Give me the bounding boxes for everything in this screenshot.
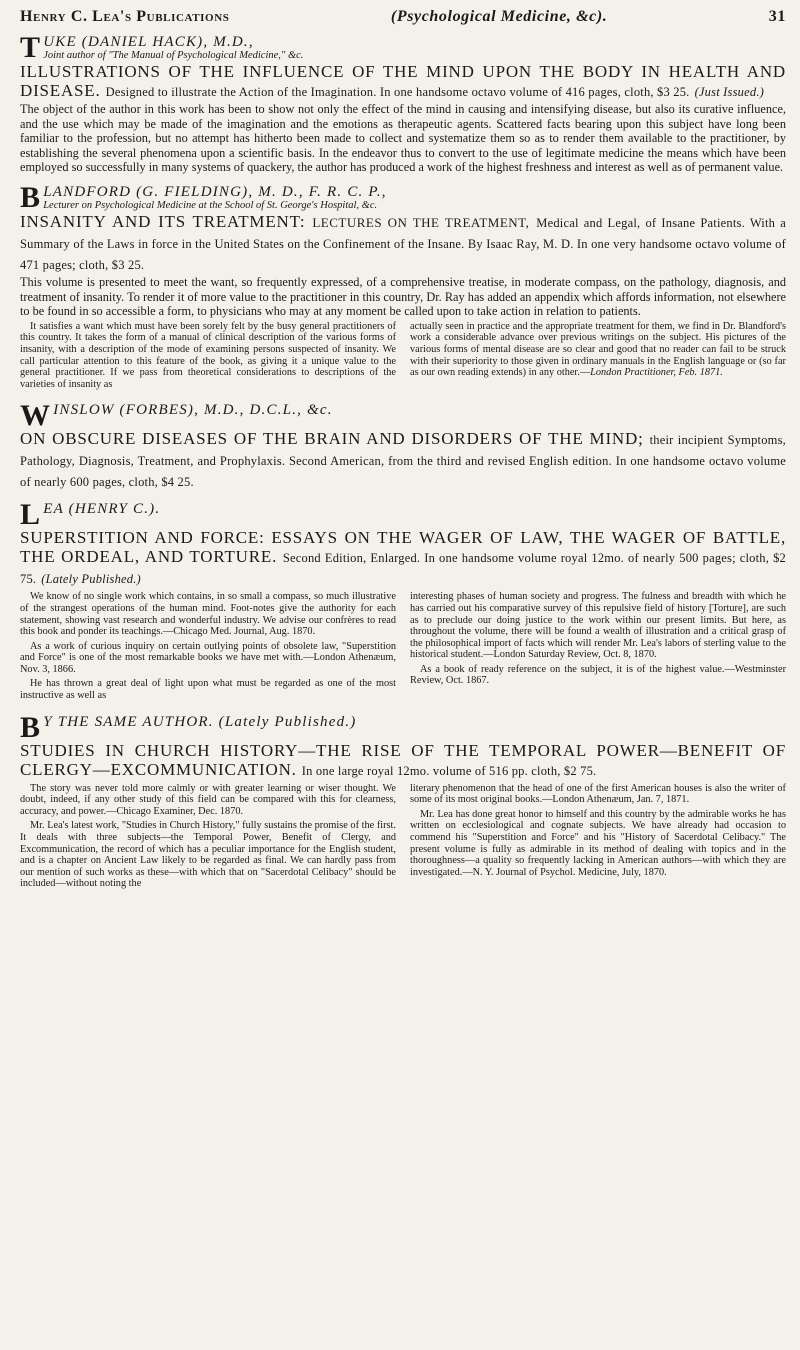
author-credentials: Joint author of "The Manual of Psychological Medicine," &c. — [43, 50, 304, 61]
author-line — [20, 498, 786, 532]
author-name: EA (HENRY C.). — [43, 501, 161, 518]
review-text: Mr. Lea has done great honor to himself and this country by the admirable works he has written on ecclesiological and cognate subjects. We have already had occasion to commend his "Superstition and Force" and his "History of Sacerdotal Celibacy." The present volume is fully as admirable in its method of dealing with topics and in the thoroughness—a quality so frequently lacking in American authors—with which they are investigated.—N. Y. Journal of Psychol. Medicine, July, 1870. — [410, 808, 786, 878]
book-title — [20, 528, 786, 589]
book-title-text: ON OBSCURE DISEASES OF THE BRAIN AND DISORDERS OF THE MIND; — [20, 429, 644, 449]
publisher-heading: Henry C. Lea's Publications — [20, 8, 230, 25]
issue-status: (Just Issued.) — [694, 85, 765, 99]
book-title-text: INSANITY AND ITS TREATMENT: — [20, 211, 306, 231]
review-text: As a book of ready reference on the subject, it is of the highest value.—Westminster Review, Oct. 1867. — [410, 663, 786, 687]
category-heading: (Psychological Medicine, &c). — [390, 8, 608, 25]
author-name: LANDFORD (G. FIELDING), M. D., F. R. C. P., — [43, 183, 387, 200]
book-details: Second Edition, Enlarged. In one handsome volume royal 12mo. of nearly 500 pages; cloth, $2 75. — [20, 551, 786, 587]
book-entry-lea-church-history — [20, 710, 786, 893]
review-text: literary phenomenon that the head of one of the first American houses is also the writer of some of its most original books.—London Athenæum, Jan. 7, 1871. — [410, 782, 786, 806]
review-text: As a work of curious inquiry on certain outlying points of obsolete law, "Superstition and Force" is one of the most remarkable books we have met with.—London Athenæum, Nov. 3, 1866. — [20, 640, 396, 675]
review-column-left — [20, 321, 396, 394]
review-text: Mr. Lea's latest work, "Studies in Church History," fully sustains the promise of the first. It deals with three subjects—the Temporal Power, Benefit of Clergy, and Excommunication, the record of which has a peculiar importance for the English student, and is a chapter on Ancient Law likely to be regarded as final. We can hardly pass from our mention of such works as these—with which that on "Sacerdotal Celibacy" should be included—without noting the — [20, 820, 396, 890]
drop-cap: B — [20, 180, 42, 214]
review-text: actually seen in practice and the appropriate treatment for them, we find in Dr. Blandford's work a considerable advance over previous writings on the subject. His pictures of the various forms of mental disease are so clear and good that no reader can fail to be struck with their superiority to those given in ordinary manuals in the English language or (so far as our own reading extends) in any other. — [410, 320, 786, 379]
author-line — [20, 710, 786, 744]
review-columns — [20, 321, 786, 394]
review-text: We know of no single work which contains, in so small a compass, so much illustrative of the strangest operations of the human mind. Foot-notes give the authority for each statement, showing vast research and wonderful industry. We advise our confrères to read this book and ponder its teachings.—Chicago Med. Journal, Aug. 1870. — [20, 591, 396, 638]
review-column-left — [20, 591, 396, 704]
drop-cap: B — [20, 710, 42, 744]
book-title-text: ILLUSTRATIONS OF THE INFLUENCE OF THE MIND UPON THE BODY IN HEALTH AND DISEASE. — [20, 62, 786, 100]
book-entry-blandford — [20, 180, 786, 393]
author-line — [20, 399, 786, 433]
book-title-text: SUPERSTITION AND FORCE: ESSAYS ON THE WAGER OF LAW, THE WAGER OF BATTLE, THE ORDEAL, AND TORTURE. — [20, 528, 786, 567]
author-name: UKE (DANIEL HACK), M.D., — [43, 34, 254, 50]
book-details: Medical and Legal, of Insane Patients. With a Summary of the Laws in force in the United States on the Confinement of the Insane. By Isaac Ray, M. D. In one very handsome octavo volume of 471 pages; cloth, $3 25. — [20, 215, 786, 272]
review-text: He has thrown a great deal of light upon what must be regarded as one of the most instructive as well as — [20, 678, 396, 702]
review-text: It satisfies a want which must have been sorely felt by the busy general practitioners of this country. It takes the form of a manual of clinical description of the various forms of insanity, with a description of the mode of examining persons suspected of insanity. We call particular attention to this feature of the book, as giving it a unique value to the general practitioner. If we pass from theoretical considerations to descriptions of the varieties of insanity as — [20, 320, 396, 390]
review-text: The story was never told more calmly or with greater learning or wiser thought. We doubt, indeed, if any other study of this field can be compared with this for clearness, accuracy, and power.—Chicago Examiner, Dec. 1870. — [20, 782, 396, 817]
book-details: In one large royal 12mo. volume of 516 pp. cloth, $2 75. — [301, 763, 597, 778]
author-credentials: Lecturer on Psychological Medicine at the School of St. George's Hospital, &c. — [43, 199, 378, 211]
author-name: INSLOW (FORBES), M.D., D.C.L., &c. — [53, 402, 333, 419]
book-description: This volume is presented to meet the want, so frequently expressed, of a comprehensive treatise, in moderate compass, on the pathology, diagnosis, and treatment of insanity. To render it of more value to the practitioner in this country, Dr. Ray has added an appendix which affords information, not elsewhere to be found in so accessible a form, to physicians who may at any moment be called upon to take action in relation to patients. — [20, 274, 786, 319]
book-entry-lea-superstition — [20, 498, 786, 704]
review-text: interesting phases of human society and progress. The fulness and breadth with which he has carried out his comparative survey of this repulsive field of history [Torture], are such as to preclude our doing justice to the work within our present limits. But here, as throughout the volume, there will be found a wealth of illustration and a critical grasp of the philosophical import of facts which will render Mr. Lea's labors of sterling value to the historical student.—London Saturday Review, Oct. 8, 1870. — [410, 591, 786, 661]
book-details: their incipient Symptoms, Pathology, Diagnosis, Treatment, and Prophylaxis. Second American, from the third and revised English edition. In one handsome octavo volume of nearly 600 pages, cloth, $4 25. — [20, 433, 786, 490]
book-entry-tuke — [20, 31, 786, 175]
review-column-left — [20, 783, 396, 893]
author-name: Y THE SAME AUTHOR. (Lately Published.) — [43, 713, 357, 730]
review-column-right — [410, 783, 786, 893]
book-subtitle: LECTURES ON THE TREATMENT, — [312, 214, 530, 230]
book-title — [20, 62, 786, 102]
book-entry-winslow — [20, 399, 786, 492]
book-title — [20, 741, 786, 781]
book-details: Designed to illustrate the Action of the Imagination. In one handsome octavo volume of 416 pages, cloth, $3 25. — [105, 85, 690, 99]
issue-status: (Lately Published.) — [41, 572, 141, 587]
drop-cap: L — [20, 498, 42, 532]
book-description: The object of the author in this work has been to show not only the effect of the mind in causing and intensifying disease, but also its curative influence, and the use which may be made of the imagination and the emotions as therapeutic agents. Scattered facts bearing upon this subject have long been familiar to the profession, but no attempt has hitherto been made to collect and systematize them so as to render them available to the practitioner, by establishing the several phenomena upon a scientific basis. In the endeavor thus to convert to the use of legitimate medicine the means which have been employed so successfully in many systems of quackery, the author has produced a work of the highest freshness and interest as well as of permanent value. — [20, 102, 786, 175]
book-title-text: STUDIES IN CHURCH HISTORY—THE RISE OF THE TEMPORAL POWER—BENEFIT OF CLERGY—EXCOMMUNICATION. — [20, 740, 786, 779]
book-title — [20, 429, 786, 492]
page-number: 31 — [768, 8, 786, 25]
review-source: London Practitioner, Feb. 1871. — [590, 367, 723, 379]
book-title — [20, 212, 786, 275]
review-column-right: actually seen in practice and the appropriate treatment for them, we find in Dr. Blandford's work a considerable advance over previous writings on the subject. His pictures of the various forms of mental disease are so clear and good that no reader can fail to be struck with their superiority to those given in ordinary manuals in the English language or (so far as our own reading extends) in any other.—London Practitioner, Feb. 1871. — [410, 320, 786, 379]
drop-cap: T — [20, 31, 42, 64]
drop-cap: W — [20, 399, 52, 433]
review-column-right — [410, 591, 786, 704]
review-columns — [20, 783, 786, 893]
review-columns — [20, 591, 786, 704]
running-head — [20, 8, 786, 26]
